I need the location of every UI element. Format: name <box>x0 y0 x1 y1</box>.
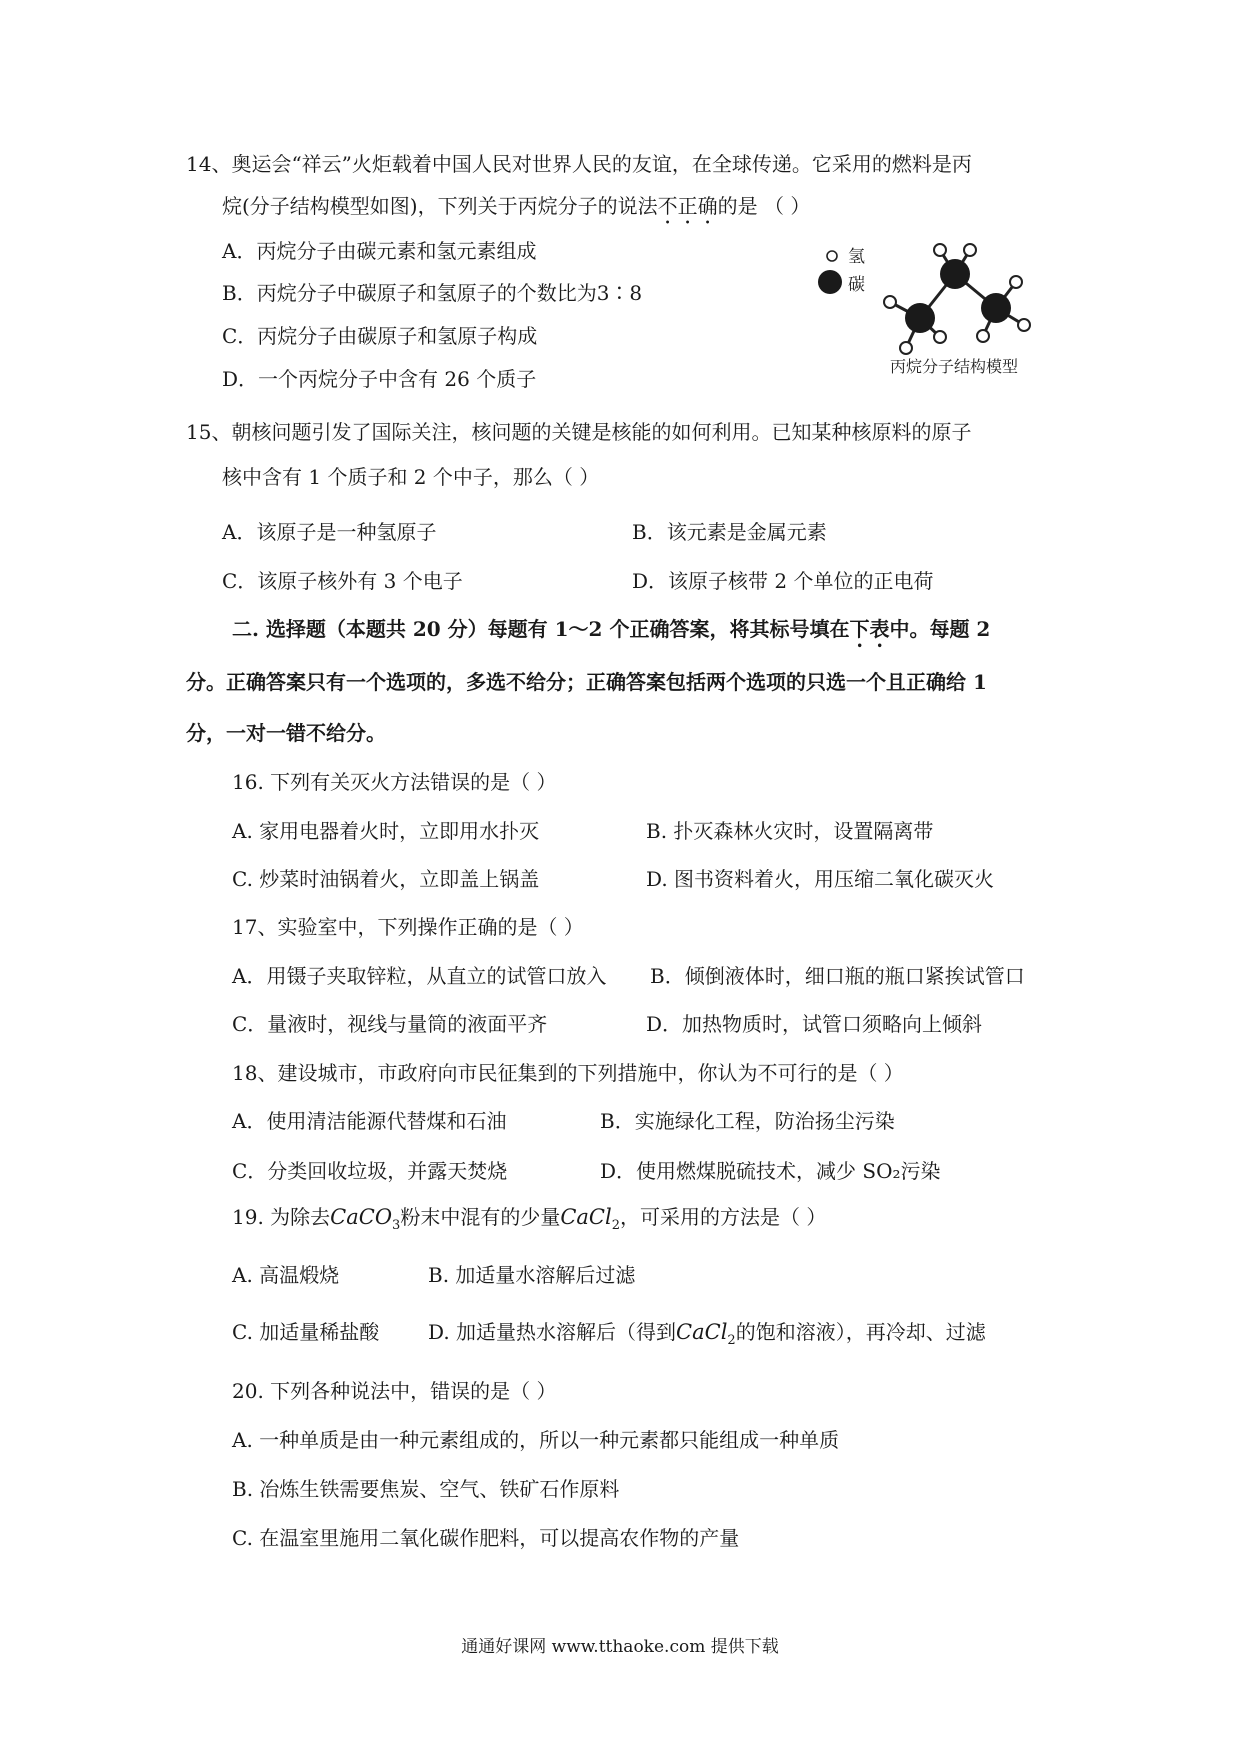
q15-option-b: B．该元素是金属元素 <box>632 520 827 544</box>
q17-option-d: D．加热物质时，试管口须略向上倾斜 <box>646 1012 983 1036</box>
carbon-atom <box>940 259 970 289</box>
section2-line3: 分，一对一错不给分。 <box>186 721 386 745</box>
q15-option-d: D．该原子核带 2 个单位的正电荷 <box>632 569 934 593</box>
q14-option-b: B．丙烷分子中碳原子和氢原子的个数比为3∶8 <box>222 281 643 305</box>
q19-formula-cacl2-d <box>676 1320 736 1349</box>
q19-option-a: A. 高温煅烧 <box>232 1263 340 1287</box>
q15-stem-line1: 15、朝核问题引发了国际关注，核问题的关键是核能的如何利用。已知某种核原料的原子 <box>186 420 972 444</box>
q15-option-c: C．该原子核外有 3 个电子 <box>222 569 463 593</box>
q19-formula-cacl2 <box>560 1205 620 1234</box>
hydrogen-atom <box>977 330 989 342</box>
q19-option-d-tail: 的饱和溶液），再冷却、过滤 <box>735 1320 986 1344</box>
section2-emphasis: 下表 <box>849 617 890 641</box>
q17-option-c: C．量液时，视线与量筒的液面平齐 <box>232 1012 548 1036</box>
section2-line2: 分。正确答案只有一个选项的，多选不给分；正确答案包括两个选项的只选一个且正确给 1 <box>186 670 987 694</box>
formula-text: CaCl <box>676 1320 728 1344</box>
q18-stem: 18、建设城市，市政府向市民征集到的下列措施中，你认为不可行的是（ ） <box>232 1061 904 1085</box>
formula-text: CaCO <box>330 1205 393 1229</box>
q18-option-c: C．分类回收垃圾，并露天焚烧 <box>232 1159 508 1183</box>
q19-option-b: B. 加适量水溶解后过滤 <box>428 1263 636 1287</box>
hydrogen-atom <box>884 296 896 308</box>
carbon-atom <box>981 293 1011 323</box>
q18-option-d: D．使用燃煤脱硫技术，减少 SO₂污染 <box>600 1159 941 1183</box>
hydrogen-atom <box>900 342 912 354</box>
q14-stem-line2 <box>222 193 810 229</box>
hydrogen-atom <box>1018 319 1030 331</box>
q16-option-c: C. 炒菜时油锅着火，立即盖上锅盖 <box>232 867 540 891</box>
carbon-atom <box>905 303 935 333</box>
q20-option-b: B. 冶炼生铁需要焦炭、空气、铁矿石作原料 <box>232 1477 620 1501</box>
legend-carbon-label: 碳 <box>848 275 865 295</box>
hydrogen-atom <box>934 244 946 256</box>
carbon-atoms <box>905 259 1011 333</box>
hydrogen-atom <box>964 244 976 256</box>
legend-carbon-atom <box>818 270 842 294</box>
q20-option-a: A. 一种单质是由一种元素组成的，所以一种元素都只能组成一种单质 <box>232 1428 840 1452</box>
formula-subscript: 2 <box>611 1218 620 1234</box>
q19-option-d <box>428 1319 986 1354</box>
section2-line1 <box>232 616 990 652</box>
propane-model-diagram <box>818 230 1058 378</box>
q14-emphasis: 不正确 <box>657 194 718 218</box>
q14-stem-line1: 14、奥运会“祥云”火炬载着中国人民对世界人民的友谊，在全球传递。它采用的燃料是丙 <box>186 152 972 176</box>
section2-tail: 中。每题 2 <box>889 617 991 641</box>
section2-text: 二. 选择题（本题共 20 分）每题有 1～2 个正确答案，将其标号填在 <box>232 617 850 641</box>
legend-hydrogen-label: 氢 <box>848 247 865 267</box>
q18-option-a: A．使用清洁能源代替煤和石油 <box>232 1109 507 1133</box>
q19-option-c: C. 加适量稀盐酸 <box>232 1320 380 1344</box>
q15-option-a: A．该原子是一种氢原子 <box>222 520 437 544</box>
formula-subscript: 2 <box>727 1333 736 1349</box>
q14-option-a: A．丙烷分子由碳元素和氢元素组成 <box>222 239 537 263</box>
q19-formula-caco3 <box>330 1205 401 1234</box>
page-footer: 通通好课网 www.tthaoke.com 提供下载 <box>461 1637 779 1657</box>
q20-stem: 20. 下列各种说法中，错误的是（ ） <box>232 1379 557 1403</box>
q19-stem-mid: 粉末中混有的少量 <box>400 1205 561 1229</box>
q16-option-d: D. 图书资料着火，用压缩二氧化碳灭火 <box>646 867 995 891</box>
q19-stem-text: 19. 为除去 <box>232 1205 331 1229</box>
legend-hydrogen-atom <box>827 251 837 261</box>
q18-option-b: B．实施绿化工程，防治扬尘污染 <box>600 1109 895 1133</box>
q19-stem-tail: ，可采用的方法是（ ） <box>619 1205 827 1229</box>
q20-option-c: C. 在温室里施用二氧化碳作肥料，可以提高农作物的产量 <box>232 1526 740 1550</box>
q19-option-d-text: D. 加适量热水溶解后（得到 <box>428 1320 677 1344</box>
q16-option-b: B. 扑灭森林火灾时，设置隔离带 <box>646 819 934 843</box>
q14-stem-text: 烷(分子结构模型如图)，下列关于丙烷分子的说法 <box>222 194 658 218</box>
hydrogen-atom <box>1010 276 1022 288</box>
q14-stem-tail: 的是 （ ） <box>717 194 811 218</box>
q14-option-c: C．丙烷分子由碳原子和氢原子构成 <box>222 324 538 348</box>
q19-stem <box>232 1204 826 1239</box>
formula-text: CaCl <box>560 1205 612 1229</box>
propane-model-figure <box>818 230 1058 378</box>
hydrogen-atom <box>934 331 946 343</box>
figure-caption: 丙烷分子结构模型 <box>890 357 1019 376</box>
q14-option-d: D．一个丙烷分子中含有 26 个质子 <box>222 367 537 391</box>
formula-subscript: 3 <box>392 1218 401 1234</box>
q17-option-b: B．倾倒液体时，细口瓶的瓶口紧挨试管口 <box>650 964 1025 988</box>
q17-stem: 17、实验室中，下列操作正确的是（ ） <box>232 915 584 939</box>
q16-option-a: A. 家用电器着火时，立即用水扑灭 <box>232 819 540 843</box>
q15-stem-line2: 核中含有 1 个质子和 2 个中子，那么（ ） <box>222 465 600 489</box>
q16-stem: 16. 下列有关灭火方法错误的是（ ） <box>232 770 557 794</box>
q17-option-a: A．用镊子夹取锌粒，从直立的试管口放入 <box>232 964 607 988</box>
